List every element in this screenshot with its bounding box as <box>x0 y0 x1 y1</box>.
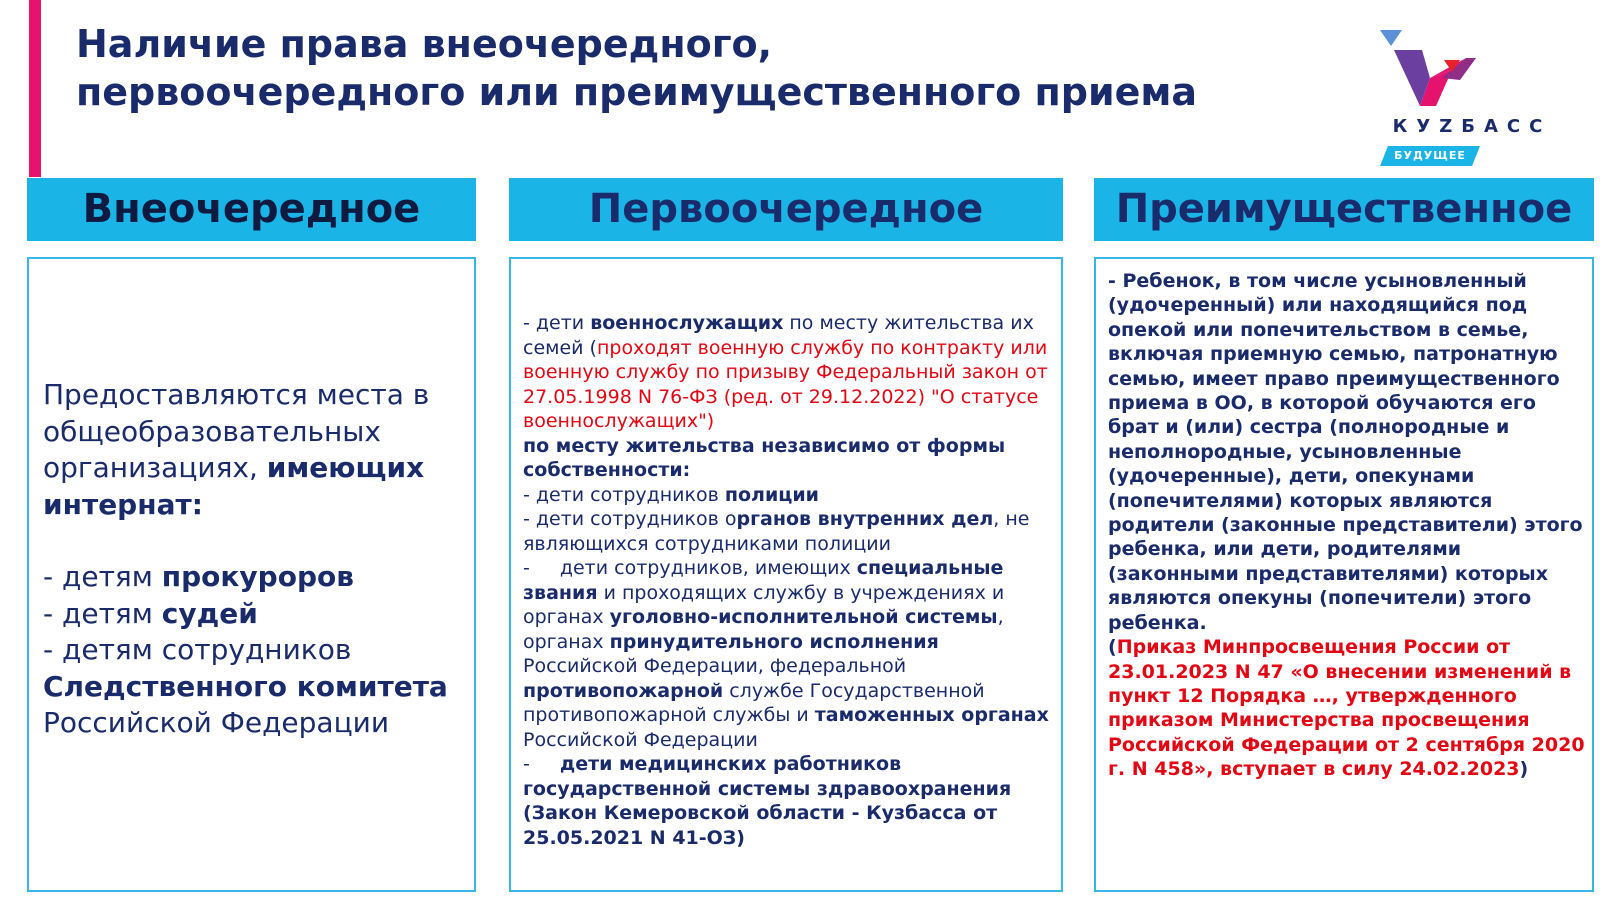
intro-text: Предоставляются места в общеобразовательных организациях, <box>43 378 430 484</box>
text: Российской Федерации, федеральной <box>523 655 907 677</box>
text-bold: таможенных органах <box>814 704 1049 726</box>
item-bold: прокуроров <box>161 560 354 593</box>
preimushchestvennoe-content <box>1108 269 1586 782</box>
text: - дети сотрудников <box>523 483 725 506</box>
list-item <box>43 596 466 633</box>
item-prefix: - детям <box>43 560 162 593</box>
paren-open: ( <box>1108 636 1117 659</box>
item-prefix: - детям сотрудников <box>43 633 352 666</box>
text: - дети <box>523 312 591 334</box>
paragraph-medical <box>523 752 1053 850</box>
title-line-2: первоочередного или преимущественного приема <box>76 70 1198 114</box>
text: , органах <box>523 606 1004 653</box>
paragraph-siblings: - Ребенок, в том числе усыновленный (удочеренный) или находящийся под опекой или попечительством в семье, включая приемную семью, патронатную семью, имеет право преимущественного приема в ОО, в которой обучаются его брат и (или) сестра (полнородные и неполнородные, усыновленные (удочеренные), дети, опекунами (попечителями) которых являются родители (законные представители) этого ребенка, или дети, родителями (законными представителями) которых являются опекуны (попечители) этого ребенка. <box>1108 270 1583 634</box>
text-bold: дети медицинских работников государственной системы здравоохранения (Закон Кемеровской области - Кузбасса от 25.05.2021 N 41-ОЗ) <box>523 753 1012 849</box>
law-reference: проходят военную службу по контракту или военную службу по призыву Федеральный закон от 27.05.1998 N 76-ФЗ (ред. от 29.12.2022) "О статусе военнослужащих") <box>523 336 1048 432</box>
text-bold: специальные звания <box>523 557 1004 604</box>
box-preimushchestvennoe <box>1094 257 1594 892</box>
box-pervoocherednoe <box>509 257 1063 892</box>
text: дети сотрудников, имеющих <box>559 557 857 579</box>
text: службе Государственной противопожарной службы и <box>523 679 985 726</box>
title-line-1: Наличие права внеочередного, <box>76 22 773 66</box>
item-bold: Следственного комитета <box>43 669 448 703</box>
dash: - <box>523 753 530 775</box>
header-vneocherednoe: Внеочередное <box>27 178 476 241</box>
text-bold: принудительного исполнения <box>609 630 939 653</box>
paragraph-internal-affairs <box>523 507 1053 556</box>
intro-bold: имеющих интернат: <box>43 451 425 521</box>
vneocherednoe-content <box>43 377 466 742</box>
item-prefix: - детям <box>43 596 162 630</box>
list-item <box>43 632 466 742</box>
text: по месту жительства их семей ( <box>523 312 1034 359</box>
kuzbass-logo <box>1380 30 1560 170</box>
vneocherednoe-intro <box>43 377 466 523</box>
paragraph-special-ranks <box>523 556 1053 752</box>
header-preimushchestvennoe: Преимущественное <box>1094 178 1594 241</box>
paragraph-order <box>1108 635 1586 781</box>
text-bold: противопожарной <box>523 679 724 702</box>
dash: - <box>523 557 530 579</box>
page-title <box>76 20 1197 116</box>
order-reference: Приказ Минпросвещения России от 23.01.2023 N 47 «О внесении изменений в пункт 12 Порядка …, утвержденного приказом Министерства просвещения Российской Федерации от 2 сентября 2020 г. N 458», вступает в силу 24.02.2023 <box>1108 636 1585 781</box>
paren-close: ) <box>1519 758 1529 781</box>
header-pervoocherednoe: Первоочередное <box>509 178 1063 241</box>
text: и проходящих службу в учреждениях и органах <box>523 581 1005 628</box>
logo-subtitle-text: БУДУЩЕЕ <box>1394 149 1466 162</box>
text-bold: по месту жительства независимо от формы собственности: <box>523 434 1006 481</box>
text-bold: военнослужащих <box>590 312 784 334</box>
text: , не являющихся сотрудниками полиции <box>523 508 1030 555</box>
logo-subtitle <box>1380 146 1480 166</box>
list-item <box>43 559 466 596</box>
logo-mark-icon <box>1380 30 1490 110</box>
box-vneocherednoe <box>27 257 476 892</box>
paragraph-military <box>523 311 1053 434</box>
text-bold: рганов внутренних дел <box>736 508 994 530</box>
paragraph-police <box>523 483 1053 508</box>
text-bold: уголовно-исполнительной системы <box>609 606 998 628</box>
item-suffix: Российской Федерации <box>43 706 390 739</box>
text: Российской Федерации <box>523 728 758 751</box>
accent-bar <box>29 0 41 177</box>
item-bold: судей <box>161 596 258 630</box>
paragraph-residence <box>523 434 1053 483</box>
logo-text: КУZБАСС <box>1392 116 1552 137</box>
text: - дети сотрудников о <box>523 508 737 530</box>
pervoocherednoe-content <box>523 311 1053 850</box>
text-bold: полиции <box>724 483 819 506</box>
